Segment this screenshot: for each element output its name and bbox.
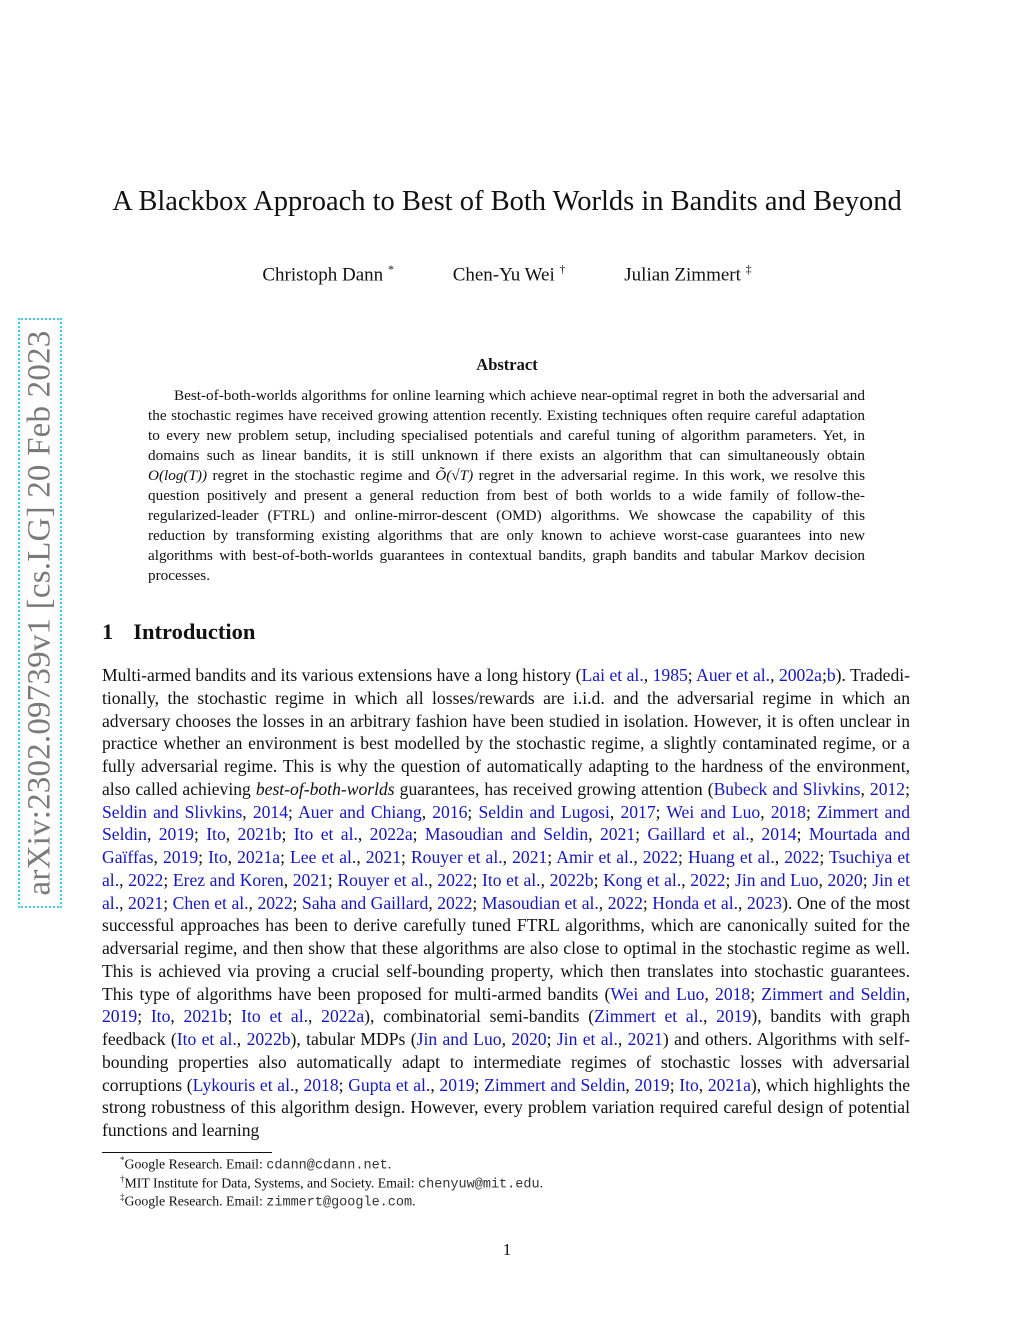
- author: [262, 262, 394, 286]
- math-expression: Õ(√T): [435, 467, 474, 484]
- body-text: ,: [905, 983, 911, 1004]
- paper-title: A Blackbox Approach to Best of Both Worlds in Bandits and Beyond: [112, 186, 902, 217]
- body-text: ;: [163, 892, 173, 913]
- body-text: ,: [283, 869, 293, 890]
- body-text: ;: [821, 665, 827, 685]
- abstract-heading: Abstract: [476, 355, 538, 374]
- footnote: [120, 1155, 391, 1174]
- body-text: ;: [472, 892, 482, 913]
- citation-link[interactable]: 2020: [827, 869, 863, 890]
- citation-link[interactable]: 2014: [761, 824, 797, 845]
- body-text: ,: [428, 892, 438, 913]
- body-text: regret in the adversarial regime. In this work, we resolve this question positively and present a general reduction from best of both worlds to a wide family of follow-the-regularized-leader (FTRL) and online-mirror-descent (OMD) algorithms. We showcase the capability of this reduction by transforming existing algorithms that are only known to achieve worst-case guarantees into new algorithms with best-of-both-worlds guarantees in contextual bandits, graph bandits and tabular Markov decision processes.: [148, 467, 865, 584]
- body-text: ,: [704, 983, 716, 1004]
- citation-link[interactable]: 2022: [690, 869, 726, 890]
- body-text: ;: [905, 778, 910, 799]
- citation-link[interactable]: Ito et al.: [176, 1029, 237, 1049]
- footnote-rule: [102, 1152, 272, 1153]
- footnote-mark[interactable]: *: [387, 262, 394, 276]
- section-number: 1: [102, 619, 114, 644]
- citation-link[interactable]: Amir et al.: [556, 847, 634, 867]
- body-text: ,: [698, 1074, 708, 1095]
- footnote-mark: *: [120, 1155, 125, 1165]
- citation-link[interactable]: Ito et al.: [481, 869, 541, 890]
- body-text: ,: [770, 665, 779, 685]
- citation-link[interactable]: 2002a: [778, 665, 822, 685]
- body-text: ;: [687, 665, 697, 685]
- citation-link[interactable]: Gaillard et al.: [647, 824, 750, 845]
- citation-link[interactable]: Jin and Luo: [734, 869, 819, 890]
- citation-link[interactable]: Mourtada and Gaïffas: [102, 824, 911, 867]
- citation-link[interactable]: 2022: [784, 847, 820, 867]
- body-text: ;: [400, 847, 411, 867]
- body-text: ,: [357, 824, 370, 845]
- citation-link[interactable]: 2017: [620, 801, 656, 822]
- footnote-mark: †: [120, 1174, 125, 1184]
- body-text: ,: [170, 1006, 184, 1027]
- citation-link[interactable]: 2021a: [237, 847, 281, 867]
- footnote-mark: ‡: [120, 1192, 125, 1202]
- body-text: ;: [288, 801, 299, 822]
- body-text: ;: [472, 869, 482, 890]
- section-title: Introduction: [133, 619, 256, 644]
- citation-link[interactable]: 2022: [437, 892, 473, 913]
- citation-link[interactable]: Ito et al.: [241, 1006, 308, 1027]
- citation-link[interactable]: Zimmert and Seldin: [102, 801, 911, 845]
- citation-link[interactable]: Rouyer et al.: [410, 847, 503, 867]
- footnote-mark[interactable]: ‡: [745, 262, 752, 276]
- footnote: [120, 1174, 543, 1193]
- body-text: ,: [153, 847, 163, 867]
- citation-link[interactable]: Honda et al.: [652, 892, 738, 913]
- introduction-paragraph: [102, 664, 910, 1142]
- body-text: ;: [163, 869, 173, 890]
- citation-link[interactable]: 2018: [303, 1074, 339, 1095]
- citation-link[interactable]: Jin et al.: [556, 1029, 618, 1049]
- body-text: ,: [749, 824, 762, 845]
- citation-link[interactable]: Ito et al.: [293, 824, 358, 845]
- body-text: ;: [227, 1006, 242, 1027]
- body-text: ,: [502, 847, 513, 867]
- citation-link[interactable]: 2021: [365, 847, 401, 867]
- body-text: ;: [677, 847, 688, 867]
- citation-link[interactable]: Chen et al.: [172, 892, 249, 913]
- body-text: ), which highlights the strong robustness of this algorithm design. However, every problem variation required careful design of potential functions and learning: [102, 1074, 911, 1140]
- citation-link[interactable]: Bubeck and Slivkins: [713, 778, 861, 799]
- citation-link[interactable]: Kong et al.: [603, 869, 682, 890]
- body-text: ;: [137, 1006, 151, 1027]
- body-text: ;: [819, 847, 830, 867]
- body-text: ,: [248, 892, 258, 913]
- body-text: ,: [146, 824, 159, 845]
- author-name: Julian Zimmert: [624, 264, 741, 286]
- citation-link[interactable]: Seldin and Slivkins: [102, 801, 243, 822]
- body-text: ,: [119, 892, 129, 913]
- body-text: ,: [308, 1006, 322, 1027]
- body-text: ,: [818, 869, 828, 890]
- citation-link[interactable]: Gupta et al.: [348, 1074, 431, 1095]
- citation-link[interactable]: 2021a: [707, 1074, 751, 1095]
- body-text: ;: [547, 847, 557, 867]
- citation-link[interactable]: 2021: [627, 1029, 663, 1049]
- body-text: ,: [421, 801, 433, 822]
- citation-link[interactable]: 2022: [257, 892, 293, 913]
- citation-link[interactable]: Huang et al.: [687, 847, 775, 867]
- author-name: Chen-Yu Wei: [452, 264, 555, 286]
- body-text: ;: [796, 824, 809, 845]
- citation-link[interactable]: 2021: [599, 824, 636, 845]
- citation-link[interactable]: 1985: [652, 665, 688, 685]
- body-text: ;: [280, 847, 291, 867]
- citation-link[interactable]: 2021b: [183, 1006, 228, 1027]
- citation-link[interactable]: 2022b: [246, 1029, 291, 1049]
- citation-link[interactable]: 2022b: [549, 869, 594, 890]
- body-text: ,: [625, 1074, 635, 1095]
- author-list: [0, 262, 1014, 286]
- citation-link[interactable]: 2018: [770, 801, 806, 822]
- body-text: ,: [540, 869, 550, 890]
- citation-link[interactable]: Ito: [206, 824, 226, 845]
- body-text: ,: [225, 824, 238, 845]
- footnote: [120, 1192, 416, 1211]
- body-text: ;: [338, 1074, 349, 1095]
- body-text: ;: [467, 801, 479, 822]
- body-text: ;: [193, 824, 207, 845]
- body-text: ;: [750, 983, 762, 1004]
- citation-link[interactable]: Wei and Luo: [666, 801, 761, 822]
- citation-link[interactable]: Lai et al.: [581, 665, 644, 685]
- math-expression: O(log(T)): [148, 467, 208, 484]
- body-text: ,: [119, 869, 129, 890]
- body-text: ,: [501, 1029, 512, 1049]
- body-text: ,: [430, 1074, 440, 1095]
- emphasis-text: best-of-both-worlds: [255, 778, 395, 799]
- body-text: ;: [655, 801, 667, 822]
- citation-link[interactable]: 2023: [746, 892, 783, 913]
- body-text: ;: [862, 869, 873, 890]
- citation-link[interactable]: 2019: [716, 1006, 752, 1027]
- citation-link[interactable]: 2018: [715, 983, 751, 1004]
- footnote-mark[interactable]: †: [559, 262, 566, 276]
- author: [453, 262, 566, 286]
- citation-link[interactable]: 2021b: [237, 824, 282, 845]
- body-text: ;: [281, 824, 294, 845]
- body-text: ,: [236, 1029, 247, 1049]
- body-text: ), tabular MDPs (: [290, 1029, 417, 1049]
- footnote-end: .: [387, 1156, 392, 1172]
- citation-link[interactable]: Lee et al.: [290, 847, 357, 867]
- body-text: ;: [292, 892, 303, 913]
- citation-link[interactable]: 2019: [439, 1074, 475, 1095]
- body-text: ,: [643, 665, 653, 685]
- footnote-end: .: [412, 1193, 416, 1209]
- arxiv-stamp-text[interactable]: arXiv:2302.09739v1 [cs.LG] 20 Feb 2023: [21, 330, 58, 896]
- email-link[interactable]: cdann@cdann.net: [266, 1158, 388, 1174]
- citation-link[interactable]: Ito: [150, 1006, 171, 1027]
- body-text: ;: [412, 824, 425, 845]
- body-text: ;: [327, 869, 338, 890]
- body-text: ,: [774, 847, 785, 867]
- body-text: ;: [593, 869, 604, 890]
- citation-link[interactable]: 2021: [292, 869, 328, 890]
- page-number: 1: [502, 1240, 512, 1259]
- body-text: ;: [546, 1029, 557, 1049]
- body-text: ). One of the most successful approaches has been to derive carefully tuned FTRL algorithms, which are canonically suited for the adversarial regime, and then show that these algorithms are also close to optimal in the stochastic regime as well. This is achieved via proving a crucial self-bounding property, which then translates into stochastic guarantees. This type of algorithms have been proposed for multi-armed bandits (: [102, 892, 911, 1004]
- citation-link[interactable]: Saha and Gaillard: [302, 892, 429, 913]
- body-text: ,: [681, 869, 691, 890]
- body-text: ), combinatorial semi-bandits (: [364, 1006, 595, 1027]
- footnote-text: Google Research. Email:: [124, 1193, 267, 1209]
- citation-link[interactable]: 2021: [128, 892, 164, 913]
- body-text: ;: [805, 801, 817, 822]
- body-text: ) and others. Algorithms with self-bounding properties also automatically adapt to intermediate regimes of stochastic losses with adversarial corruptions (: [102, 1029, 911, 1095]
- citation-link[interactable]: 2022a: [369, 824, 413, 845]
- citation-link[interactable]: 2019: [158, 824, 194, 845]
- citation-link[interactable]: Ito: [208, 847, 228, 867]
- citation-link[interactable]: Seldin and Lugosi: [478, 801, 610, 822]
- body-text: ;: [642, 892, 653, 913]
- citation-link[interactable]: 2012: [869, 778, 906, 799]
- citation-link[interactable]: 2022: [607, 892, 643, 913]
- body-text: Best-of-both-worlds algorithms for online learning which achieve near-optimal regret in both the adversarial and the stochastic regimes have received growing attention recently. Existing techniques often require careful adaptation to every new problem setup, including specialised potentials and careful tuning of algorithm parameters. Yet, in domains such as linear bandits, it is still unknown if there exists an algorithm that can simultaneously obtain: [148, 387, 865, 464]
- body-text: ,: [598, 892, 608, 913]
- body-text: Multi-armed bandits and its various extensions have a long history (: [102, 665, 582, 685]
- citation-link[interactable]: Masoudian et al.: [481, 892, 599, 913]
- citation-link[interactable]: Zimmert et al.: [594, 1006, 703, 1027]
- body-text: ,: [860, 778, 870, 799]
- body-text: ), bandits with graph feedback (: [102, 1006, 911, 1049]
- body-text: ;: [635, 824, 648, 845]
- body-text: ). Tradeditionally, the stochastic regime in which all losses/rewards are i.i.d. and the adversarial regime in which an adversary chooses the losses in an arbitrary fashion have been studied in isolation. However, it is often unclear in practice whether an environment is best modelled by the stochastic regime, a slightly contaminated regime, or a fully adversarial regime. This is why the question of automatically adapting to the hardness of the environment, also called achieving: [102, 665, 910, 799]
- citation-link[interactable]: 2021: [512, 847, 548, 867]
- arxiv-stamp[interactable]: [18, 318, 62, 908]
- citation-link[interactable]: Jin and Luo: [416, 1029, 502, 1049]
- footnote-text: Google Research. Email:: [124, 1156, 267, 1172]
- body-text: ,: [760, 801, 771, 822]
- body-text: ,: [356, 847, 366, 867]
- body-text: ;: [725, 869, 735, 890]
- body-text: guarantees, has received growing attention (: [394, 778, 714, 799]
- citation-link[interactable]: 2014: [252, 801, 289, 822]
- body-text: ;: [474, 1074, 485, 1095]
- body-text: ,: [609, 801, 621, 822]
- citation-link[interactable]: 2022: [642, 847, 678, 867]
- citation-link[interactable]: Zimmert and Seldin: [761, 983, 906, 1004]
- footnote-text: MIT Institute for Data, Systems, and Society. Email:: [124, 1175, 419, 1191]
- citation-link[interactable]: Rouyer et al.: [337, 869, 429, 890]
- body-text: ,: [617, 1029, 628, 1049]
- citation-link[interactable]: 2022: [128, 869, 164, 890]
- citation-link[interactable]: Auer and Chiang: [298, 801, 422, 822]
- citation-link[interactable]: Tsuchiya et al.: [102, 847, 911, 890]
- citation-link[interactable]: 2022: [437, 869, 473, 890]
- citation-link[interactable]: 2022a: [321, 1006, 365, 1027]
- author-name: Christoph Dann: [262, 264, 384, 286]
- body-text: ;: [198, 847, 209, 867]
- body-text: ,: [703, 1006, 717, 1027]
- body-text: ,: [738, 892, 747, 913]
- citation-link[interactable]: Auer et al.: [696, 665, 771, 685]
- body-text: regret in the stochastic regime and: [207, 467, 436, 484]
- email-link[interactable]: zimmert@google.com: [266, 1195, 413, 1211]
- citation-link[interactable]: Jin et al.: [102, 869, 911, 913]
- body-text: ,: [294, 1074, 304, 1095]
- citation-link[interactable]: Lykouris et al.: [192, 1074, 295, 1095]
- citation-link[interactable]: 2016: [432, 801, 468, 822]
- citation-link[interactable]: Ito: [679, 1074, 699, 1095]
- citation-link[interactable]: 2019: [634, 1074, 670, 1095]
- citation-link[interactable]: b: [826, 665, 836, 685]
- citation-link[interactable]: 2020: [511, 1029, 547, 1049]
- abstract-text: [148, 386, 865, 586]
- body-text: ,: [428, 869, 438, 890]
- body-text: ,: [588, 824, 600, 845]
- citation-link[interactable]: Zimmert and Seldin: [484, 1074, 626, 1095]
- citation-link[interactable]: 2019: [102, 1006, 138, 1027]
- author: [624, 262, 751, 286]
- citation-link[interactable]: Erez and Koren: [172, 869, 284, 890]
- body-text: ,: [633, 847, 643, 867]
- body-text: ;: [669, 1074, 680, 1095]
- citation-link[interactable]: 2019: [162, 847, 199, 867]
- body-text: ,: [227, 847, 238, 867]
- body-text: ,: [242, 801, 253, 822]
- citation-link[interactable]: Masoudian and Seldin: [424, 824, 589, 845]
- section-heading: [102, 619, 255, 645]
- citation-link[interactable]: Wei and Luo: [610, 983, 705, 1004]
- footnote-end: .: [539, 1175, 544, 1191]
- email-link[interactable]: chenyuw@mit.edu: [418, 1177, 540, 1193]
